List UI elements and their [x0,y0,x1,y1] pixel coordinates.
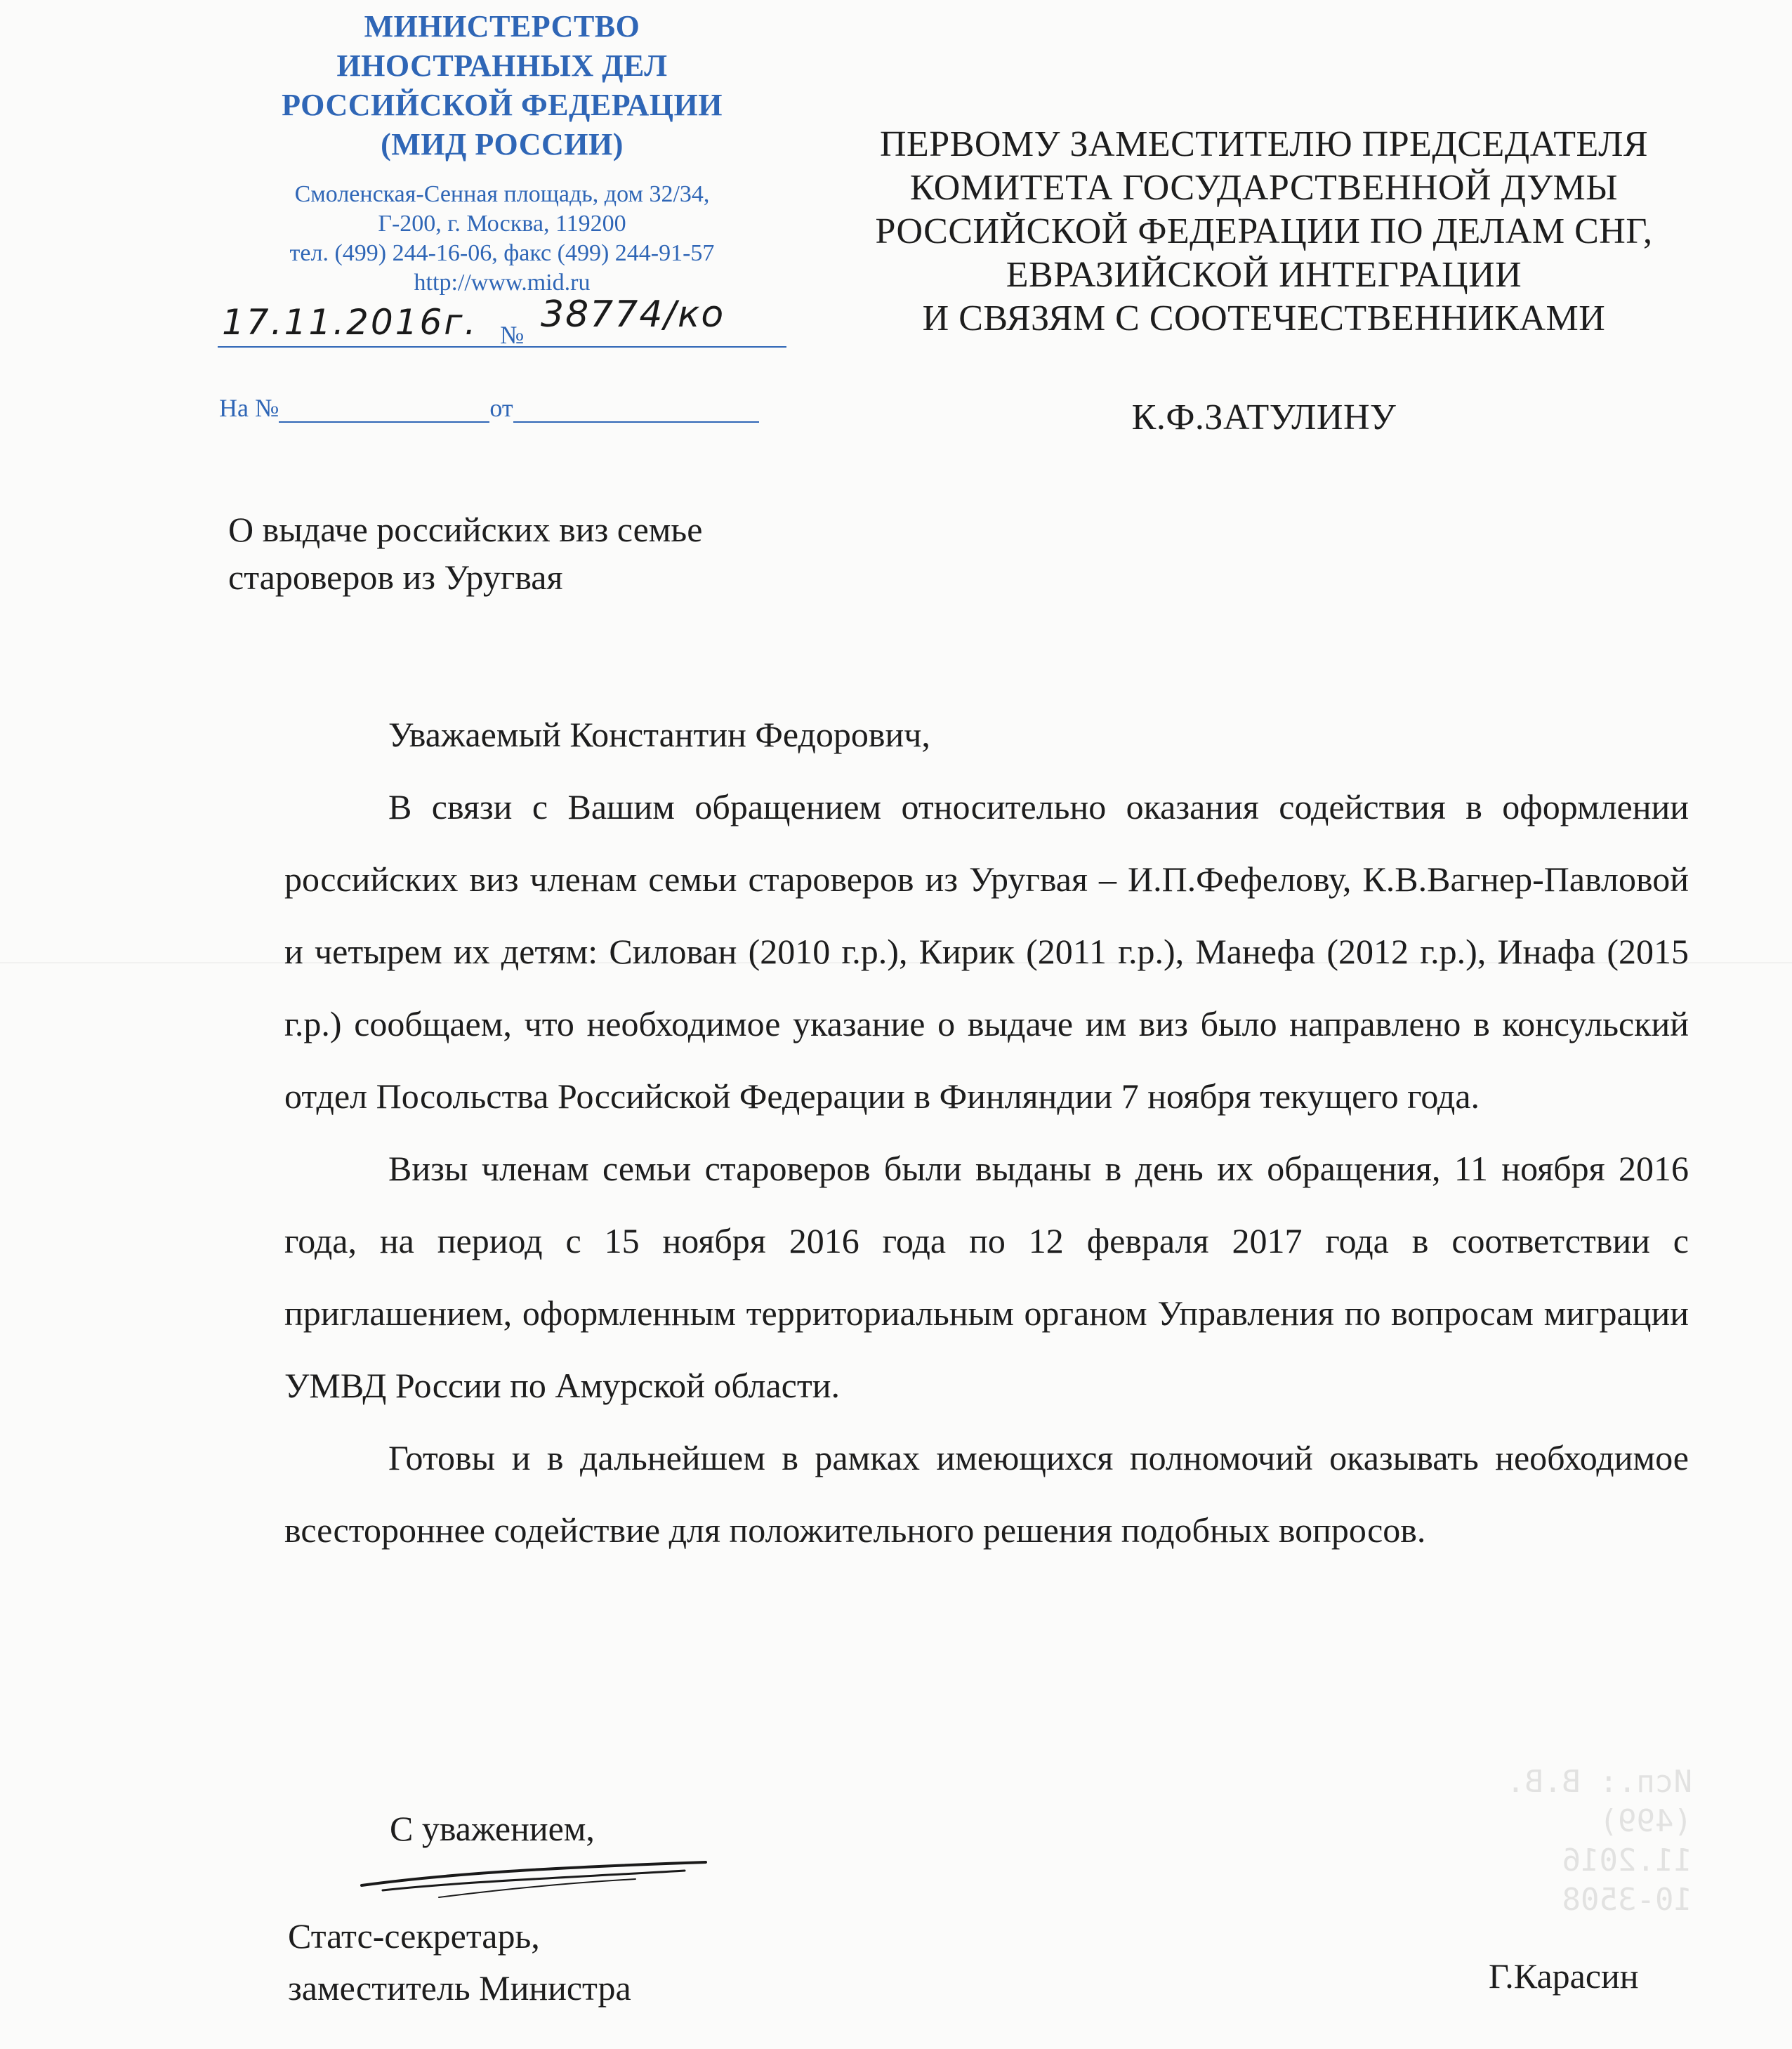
ref-date-blank [513,399,759,423]
faint-incoming-stamp: Исп.: В.В. (499) 11.2016 10-3508 [1506,1764,1692,1918]
addressee-line: ЕВРАЗИЙСКОЙ ИНТЕГРАЦИИ [1006,255,1522,295]
handwritten-signature [355,1847,720,1903]
ref-from-label: от [489,394,513,422]
body-paragraph: Визы членам семьи староверов были выданы в день их обращения, 11 ноября 2016 года, на период с 15 ноября 2016 года по 12 февраля 2017 года в соответствии с приглашением, оформленным территориальным органом Управления по вопросам миграции УМВД России по Амурской области. [284,1149,1689,1405]
signer-title-line: Статс-секретарь, [288,1916,540,1956]
signer-title-line: заместитель Министра [288,1968,631,2008]
ref-number-blank [279,399,489,423]
subject-line: староверов из Уругвая [228,558,563,597]
reference-line [219,393,759,423]
ministry-letterhead [211,7,793,298]
subject-line: О выдаче российских виз семье [228,510,703,549]
closing-regards: С уважением, [390,1809,595,1848]
salutation: Уважаемый Константин Федорович, [388,715,930,754]
addressee-line: И СВЯЗЯМ С СООТЕЧЕСТВЕННИКАМИ [922,298,1606,338]
letterhead-website: http://www.mid.ru [414,270,591,296]
signer-name: Г.Карасин [1489,1956,1639,1996]
number-label: № [500,321,525,349]
letterhead-org-line: РОССИЙСКОЙ ФЕДЕРАЦИИ [282,88,723,122]
signer-title [288,1910,631,2014]
addressee-line: КОМИТЕТА ГОСУДАРСТВЕННОЙ ДУМЫ [909,168,1619,208]
letterhead-address-line: Г-200, г. Москва, 119200 [378,211,626,237]
letterhead-org-line: ИНОСТРАННЫХ ДЕЛ [336,48,668,83]
addressee-line: РОССИЙСКОЙ ФЕДЕРАЦИИ ПО ДЕЛАМ СНГ, [875,211,1653,251]
handwritten-number: 38774/ко [541,294,725,336]
letterhead-org-line: (МИД РОССИИ) [381,127,624,162]
letterhead-phones: тел. (499) 244-16-06, факс (499) 244-91-57 [289,240,715,266]
handwritten-date: 17.11.2016г. [222,302,478,343]
addressee-line: ПЕРВОМУ ЗАМЕСТИТЕЛЮ ПРЕДСЕДАТЕЛЯ [879,124,1649,164]
registration-underline [218,346,786,348]
letterhead-org-line: МИНИСТЕРСТВО [364,9,640,44]
letterhead-address-line: Смоленская-Сенная площадь, дом 32/34, [294,181,710,207]
letterhead-address [211,180,793,298]
body-paragraph: Готовы и в дальнейшем в рамках имеющихся полномочий оказывать необходимое всестороннее содействие для положительного решения подобных вопросов. [284,1438,1689,1550]
ref-number-label: На № [219,394,279,422]
addressee-block [815,123,1713,341]
letter-body [284,699,1689,1567]
body-paragraph: В связи с Вашим обращением относительно оказания содействия в оформлении российских виз членам семьи староверов из Уругвая – И.П.Фефелову, К.В.Вагнер-Павловой и четырем их детям: Силован (2010 г.р.), Кирик (2011 г.р.), Манефа (2012 г.р.), Инафа (2015 г.р.) сообщаем, что необходимое указание о выдаче им виз было направлено в консульский отдел Посольства Российской Федерации в Финляндии 7 ноября текущего года. [284,787,1689,1116]
letter-subject [228,506,846,601]
addressee-name: К.Ф.ЗАТУЛИНУ [1131,397,1397,437]
registration-line [218,294,793,351]
